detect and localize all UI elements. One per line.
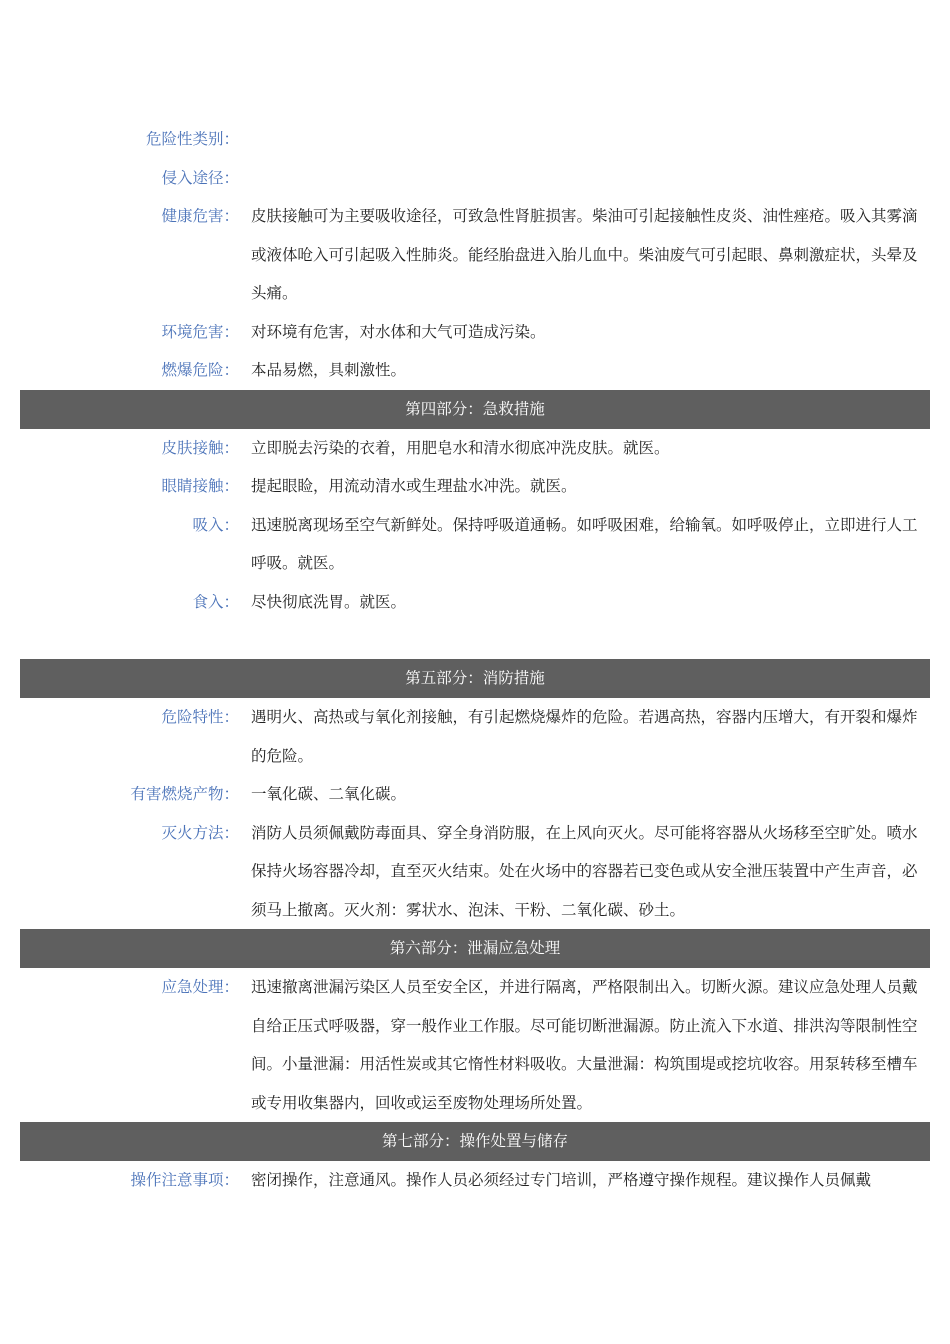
field-value: 密闭操作，注意通风。操作人员必须经过专门培训，严格遵守操作规程。建议操作人员佩戴	[251, 1171, 872, 1189]
field-eye-contact	[20, 467, 930, 506]
section-spacer	[20, 621, 930, 659]
section-header-first-aid: 第四部分：急救措施	[20, 390, 930, 429]
field-label: 健康危害：	[161, 207, 239, 225]
field-explosion-hazard	[20, 351, 930, 390]
field-value: 遇明火、高热或与氧化剂接触，有引起燃烧爆炸的危险。若遇高热，容器内压增大，有开裂和爆炸的危险。	[251, 708, 918, 765]
field-hazard-category	[20, 120, 930, 159]
section-header-spill-response: 第六部分：泄漏应急处理	[20, 929, 930, 968]
section-header-handling-storage: 第七部分：操作处置与储存	[20, 1122, 930, 1161]
field-label: 危险特性：	[161, 708, 239, 726]
field-value: 皮肤接触可为主要吸收途径，可致急性肾脏损害。柴油可引起接触性皮炎、油性痤疮。吸入其雾滴或液体呛入可引起吸入性肺炎。能经胎盘进入胎儿血中。柴油废气可引起眼、鼻刺激症状，头晕及头痛。	[251, 207, 918, 302]
field-value: 提起眼睑，用流动清水或生理盐水冲洗。就医。	[251, 477, 577, 495]
field-emergency-handling	[20, 968, 930, 1122]
field-label: 灭火方法：	[161, 823, 239, 842]
field-value: 迅速脱离现场至空气新鲜处。保持呼吸道通畅。如呼吸困难，给输氧。如呼吸停止，立即进行人工呼吸。就医。	[251, 515, 918, 572]
field-handling-precautions	[20, 1161, 930, 1200]
field-label: 危险性类别：	[145, 130, 239, 148]
field-label: 环境危害：	[161, 322, 239, 341]
field-entry-route	[20, 159, 930, 198]
field-label: 眼睛接触：	[161, 477, 239, 495]
field-value: 本品易燃，具刺激性。	[251, 361, 407, 379]
field-value: 消防人员须佩戴防毒面具、穿全身消防服，在上风向灭火。尽可能将容器从火场移至空旷处。喷水保持火场容器冷却，直至灭火结束。处在火场中的容器若已变色或从安全泄压装置中产生声音，必须马上撤离。灭火剂：雾状水、泡沫、干粉、二氧化碳、砂土。	[251, 823, 918, 919]
field-environmental-hazard	[20, 313, 930, 352]
field-label: 皮肤接触：	[161, 438, 239, 457]
field-label: 侵入途径：	[161, 168, 239, 187]
field-label: 燃爆危险：	[161, 361, 239, 379]
field-value: 迅速撤离泄漏污染区人员至安全区，并进行隔离，严格限制出入。切断火源。建议应急处理人员戴自给正压式呼吸器，穿一般作业工作服。尽可能切断泄漏源。防止流入下水道、排洪沟等限制性空间。小量泄漏：用活性炭或其它惰性材料吸收。大量泄漏：构筑围堤或挖坑收容。用泵转移至槽车或专用收集器内，回收或运至废物处理场所处置。	[251, 978, 918, 1112]
section-header-firefighting: 第五部分：消防措施	[20, 659, 930, 698]
field-value: 立即脱去污染的衣着，用肥皂水和清水彻底冲洗皮肤。就医。	[251, 438, 670, 457]
field-hazard-properties	[20, 698, 930, 775]
field-value: 尽快彻底洗胃。就医。	[251, 592, 407, 611]
field-label: 食入：	[192, 592, 239, 611]
msds-document	[20, 120, 930, 1200]
field-value: 一氧化碳、二氧化碳。	[251, 785, 407, 803]
field-combustion-products	[20, 775, 930, 814]
field-ingestion	[20, 583, 930, 622]
field-extinguishing-method	[20, 814, 930, 930]
field-health-hazard	[20, 197, 930, 313]
field-inhalation	[20, 506, 930, 583]
field-label: 吸入：	[192, 515, 239, 534]
field-label: 操作注意事项：	[130, 1171, 239, 1189]
field-skin-contact	[20, 429, 930, 468]
field-label: 应急处理：	[161, 978, 239, 996]
field-label: 有害燃烧产物：	[130, 785, 239, 803]
field-value: 对环境有危害，对水体和大气可造成污染。	[251, 322, 546, 341]
